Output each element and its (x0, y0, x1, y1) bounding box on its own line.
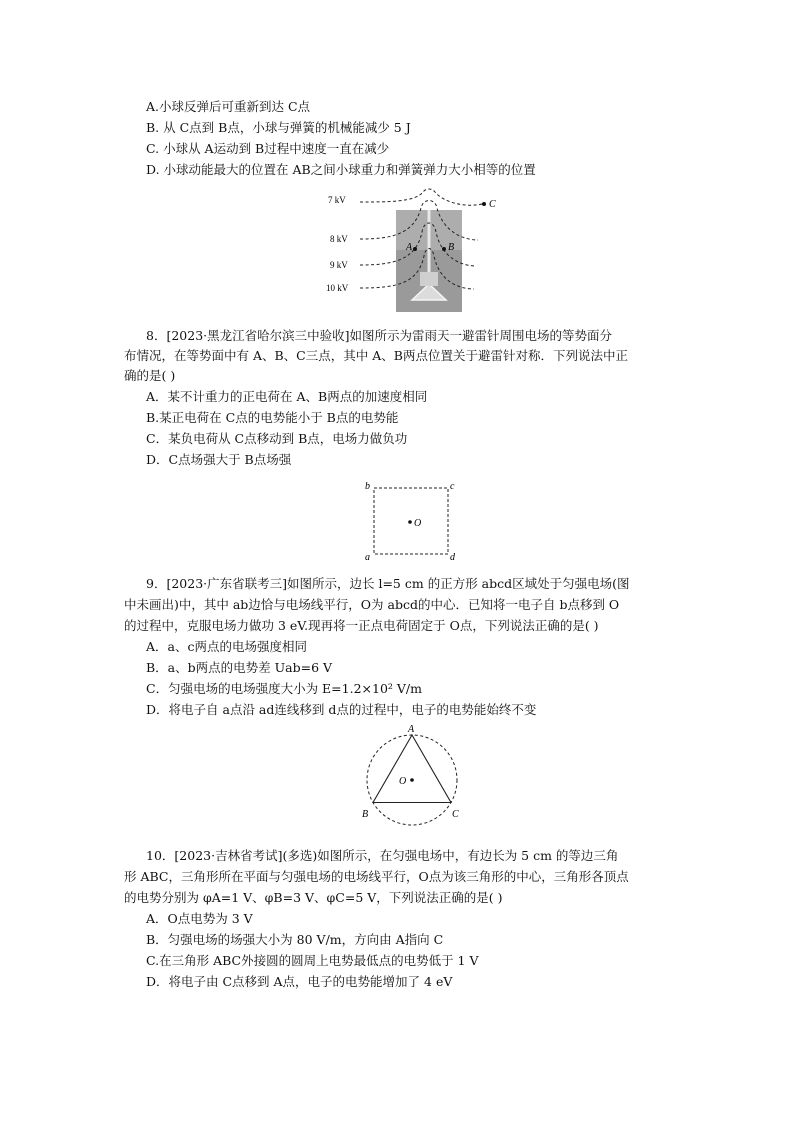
q8-option-c: C．某负电荷从 C点移动到 B点，电场力做负功 (146, 431, 408, 446)
q9-option-b: B．a、b两点的电势差 Uab=6 V (146, 660, 333, 675)
label-c: C (452, 809, 459, 820)
q8-option-b: B.某正电荷在 C点的电势能小于 B点的电势能 (146, 410, 399, 425)
triangle-abc (373, 735, 451, 803)
triangle-circle-figure (352, 722, 472, 826)
q8-stem-2: 布情况，在等势面中有 A、B、C三点，其中 A、B两点位置关于避雷针对称．下列说法中正 (124, 348, 628, 363)
label-7kv: 7 kV (328, 195, 346, 205)
label-9kv: 9 kV (330, 260, 348, 270)
label-b: B (362, 809, 369, 820)
q10-stem-2: 形 ABC，三角形所在平面与匀强电场的电场线平行，O点为该三角形的中心，三角形各顶点 (124, 869, 629, 884)
equipotential-7kv (360, 189, 482, 205)
q9-stem-2: 中未画出)中，其中 ab边恰与电场线平行，O为 abcd的中心．已知将一电子自 b点移到 O (124, 597, 620, 612)
label-o: O (399, 776, 407, 787)
lightning-rod-figure (320, 188, 510, 316)
label-8kv: 8 kV (330, 234, 348, 244)
q10-option-a: A．O点电势为 3 V (146, 911, 253, 926)
q10-option-b: B．匀强电场的场强大小为 80 V/m，方向由 A指向 C (146, 932, 444, 947)
q7-option-d: D. 小球动能最大的位置在 AB之间小球重力和弹簧弹力大小相等的位置 (146, 162, 536, 177)
q8-option-a: A．某不计重力的正电荷在 A、B两点的加速度相同 (146, 389, 428, 404)
q8-option-d: D．C点场强大于 B点场强 (146, 452, 292, 467)
label-b: b (365, 481, 370, 492)
label-10kv: 10 kV (326, 283, 349, 293)
q7-option-a: A.小球反弹后可重新到达 C点 (146, 99, 311, 114)
label-c: c (450, 481, 455, 492)
roof-ornament (420, 272, 438, 286)
label-c: C (489, 199, 496, 210)
point-a (413, 247, 417, 251)
q9-stem-1: 9．[2023·广东省联考三]如图所示，边长 l=5 cm 的正方形 abcd区域处于匀强电场(图 (146, 576, 630, 591)
q7-option-b: B. 从 C点到 B点，小球与弹簧的机械能减少 5 J (146, 120, 411, 135)
q10-option-c: C.在三角形 ABC外接圆的圆周上电势最低点的电势低于 1 V (146, 953, 479, 968)
center-point-o (408, 520, 412, 524)
q9-option-d: D．将电子自 a点沿 ad连线移到 d点的过程中，电子的电势能始终不变 (146, 702, 537, 717)
label-a: A (406, 242, 413, 253)
square-figure (360, 478, 460, 564)
q9-option-c: C．匀强电场的电场强度大小为 E=1.2×10² V/m (146, 681, 422, 696)
point-c (482, 202, 486, 206)
q10-stem-1: 10．[2023·吉林省考试](多选)如图所示，在匀强电场中，有边长为 5 cm 的等边三角 (146, 848, 619, 863)
q8-stem-3: 确的是( ) (124, 368, 176, 383)
center-point-o (410, 778, 414, 782)
label-d: d (450, 552, 455, 563)
q10-stem-3: 的电势分别为 φA=1 V、φB=3 V、φC=5 V，下列说法正确的是( ) (124, 890, 503, 905)
point-b (442, 247, 446, 251)
label-a: A (408, 724, 415, 735)
label-b: B (448, 242, 455, 253)
label-o: O (414, 518, 422, 529)
label-a: a (365, 552, 370, 563)
q8-stem-1: 8．[2023·黑龙江省哈尔滨三中验收]如图所示为雷雨天一避雷针周围电场的等势面分 (146, 328, 612, 343)
q7-option-c: C. 小球从 A运动到 B过程中速度一直在减少 (146, 141, 390, 156)
q9-option-a: A．a、c两点的电场强度相同 (146, 639, 307, 654)
q10-option-d: D．将电子由 C点移到 A点，电子的电势能增加了 4 eV (146, 974, 453, 989)
q9-stem-3: 的过程中，克服电场力做功 3 eV.现再将一正点电荷固定于 O点，下列说法正确的是( ) (124, 618, 599, 633)
